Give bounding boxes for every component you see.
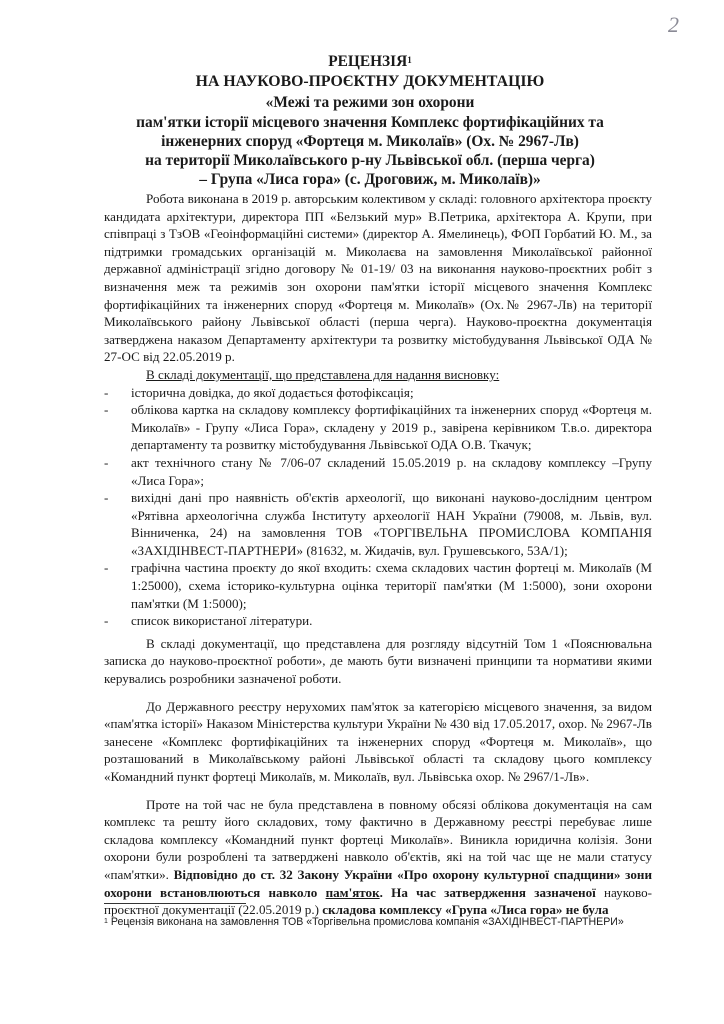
page-number: 2 — [668, 12, 679, 37]
bold-underlined-term: пам'яток — [325, 884, 380, 900]
list-item — [104, 401, 652, 454]
title-project-name-2: пам'ятки історії місцевого значення Комплекс фортифікаційних та — [136, 114, 604, 131]
footnote-text: Рецензія виконана на замовлення ТОВ «Торгівельна промислова компанія «ЗАХІДІНВЕСТ-ПАРТНЕРИ» — [107, 916, 624, 928]
bold-component-status: складова комплексу «Група «Лиса гора» не була — [322, 902, 609, 918]
list-intro — [104, 366, 652, 384]
title-project-name-3: інженерних споруд «Фортеця м. Миколаїв» (Ох. № 2967-Лв) — [161, 133, 579, 150]
list-item — [104, 559, 652, 612]
paragraph-text: науково-проєктної документації (22.05.2019 р.) — [104, 884, 652, 918]
document-title — [100, 52, 640, 71]
list-item — [104, 612, 652, 630]
list-item — [104, 454, 652, 489]
dash-marker: - — [104, 560, 109, 576]
paragraph-text: Проте на той час не була представлена в повному обсязі облікова документація на сам комплекс та решту його складових, тому фактично в Державному реєстрі перебуває лише складова комплексу «Командний пункт фортеці Миколаїв». Виникла юридична колізія. Зони охорони були розроблені та затверджені навколо об'єктів, які на той час ще не мали статусу «пам'ятки». — [104, 796, 652, 882]
footnote-number: 1 — [104, 918, 108, 925]
list-item-text: облікова картка на складову комплексу фортифікаційних та інженерних споруд «Фортеця м. Миколаїв» - Групу «Лиса Гора», складену у 2019 р., завірена керівником Т.в.о. директора департаменту та розвитку містобудування Львівської ОДА О.В. Ткачук; — [131, 402, 652, 453]
title-subject: НА НАУКОВО-ПРОЄКТНУ ДОКУМЕНТАЦІЮ — [195, 73, 545, 90]
title-project-name-1: «Межі та режими зон охорони — [265, 94, 475, 111]
footnote-separator — [104, 903, 246, 904]
list-intro-text: В складі документації, що представлена для надання висновку: — [146, 366, 500, 382]
dash-marker: - — [104, 613, 109, 629]
paragraph-missing-volume: В складі документації, що представлена для розгляду відсутній Том 1 «Пояснювальна записка до науково-проєктної роботи», де мають бути визначені принципи та нормативи якими керувались розробники зазначеної роботи. — [104, 635, 652, 687]
title-text: РЕЦЕНЗІЯ — [328, 53, 408, 70]
list-item-text: акт технічного стану № 7/06-07 складений 15.05.2019 р. на складову комплексу –Групу «Лиса Гора»; — [131, 454, 652, 488]
bold-approval-note: . На час затвердження зазначеної — [379, 884, 605, 900]
list-item — [104, 489, 652, 559]
paragraph-state-register: До Державного реєстру нерухомих пам'яток за категорією місцевого значення, за видом «пам'ятка історії» Наказом Міністерства культури України № 430 від 17.05.2017, охор. № 2967-Лв занесене «Комплекс фортифікаційних та інженерних споруд «Фортеця м. Миколаїв», що розташований в Миколаївському районі Львівської області та складову цього комплексу «Командний пункт фортеці Миколаїв, м. Миколаїв, вул. Львівська охор. № 2967/1-Лв». — [104, 698, 652, 784]
dash-marker: - — [104, 490, 109, 506]
dash-marker: - — [104, 454, 109, 470]
bold-law-reference: Відповідно до ст. 32 Закону України «Про охорону культурної спадщини» зони охорони встановлюються навколо — [104, 866, 652, 900]
dash-marker: - — [104, 384, 109, 400]
list-item-text: вихідні дані про наявність об'єктів археології, що виконані науково-дослідним центром «Рятівна археологічна служба Інституту археології НАН України (79008, м. Львів, вул. Вінниченка, 24) на замовлення ТОВ «ТОРГІВЕЛЬНА ПРОМИСЛОВА КОМПАНІЯ «ЗАХІДІНВЕСТ-ПАРТНЕРИ» (81632, м. Жидачів, вул. Грушевського, 53А/1); — [131, 490, 652, 558]
document-body — [104, 190, 652, 919]
list-item-text: список використаної літератури. — [131, 613, 313, 629]
paragraph-legal-collision — [104, 796, 652, 919]
documents-list — [104, 384, 652, 630]
footnote-mark: 1 — [407, 55, 412, 65]
list-item-text: графічна частина проєкту до якої входить: схема складових частин фортеці м. Миколаїв (М 1:25000), схема історико-культурна оцінка території пам'ятки (М 1:5000), зони охорони пам'ятки (М 1:5000); — [131, 560, 652, 611]
list-item-text: історична довідка, до якої додається фотофіксація; — [131, 384, 414, 400]
paragraph-work-info: Робота виконана в 2019 р. авторським колективом у складі: головного архітектора проєкту кандидата архітектури, директора ПП «Белзький мур» В.Петрика, архітектора А. Крупи, при співпраці з ТзОВ «Геоінформаційні системи» (директор А. Ямелинець), ФОП Горбатий Ю. М., за підтримки громадських організацій м. Миколаєва на замовлення Миколаївської районної державної адміністрації згідно договору № 01-19/ 03 на виконання науково-проєктних робіт з визначення меж та режимів зон охорони пам'ятки історії місцевого значення Комплекс фортифікаційних та інженерних споруд «Фортеця м. Миколаїв» (Ох.№ 2967-Лв) на території Миколаївського району Львівської області (перша черга). Науково-проєктна документація затверджена наказом Департаменту архітектури та розвитку містобудування Львівської ОДА № 27-ОС від 22.05.2019 р. — [104, 191, 652, 365]
title-project-name-5: – Група «Лиса гора» (с. Дроговиж, м. Миколаїв)» — [199, 171, 541, 188]
title-project-name-4: на території Миколаївського р-ну Львівської обл. (перша черга) — [145, 152, 595, 169]
dash-marker: - — [104, 402, 109, 418]
footnote — [104, 915, 664, 929]
list-item — [104, 384, 652, 402]
